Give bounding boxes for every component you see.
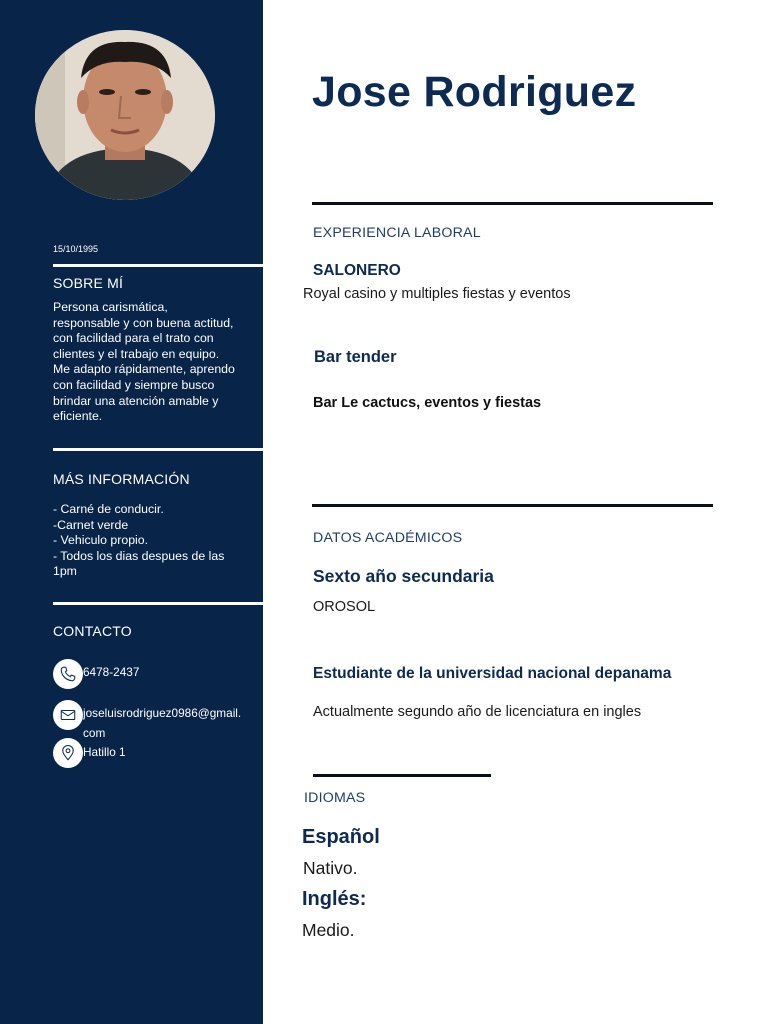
education-detail: Actualmente segundo año de licenciatura en ingles xyxy=(313,704,642,720)
language-level: Medio. xyxy=(302,920,355,940)
profile-photo xyxy=(35,30,215,200)
birth-date: 15/10/1995 xyxy=(53,244,99,254)
job-detail: Bar Le cactucs, eventos y fiestas xyxy=(313,395,542,411)
more-info-list xyxy=(53,502,248,580)
list-item: - Vehiculo propio. xyxy=(53,533,149,548)
divider xyxy=(53,602,263,605)
contact-email[interactable] xyxy=(83,703,241,743)
list-item: -Carnet verde xyxy=(53,517,129,532)
language-name: Español xyxy=(302,826,380,848)
phone-icon xyxy=(53,659,83,689)
divider xyxy=(312,202,713,205)
education-detail: OROSOL xyxy=(313,599,376,615)
page-title: Jose Rodriguez xyxy=(312,68,637,116)
email-line: com xyxy=(83,726,106,740)
email-line: joseluisrodriguez0986@gmail. xyxy=(83,706,242,720)
divider xyxy=(313,774,491,777)
list-item: - Todos los dias despues de las 1pm xyxy=(53,548,225,579)
education-title: Estudiante de la universidad nacional depanama xyxy=(313,665,672,682)
list-item: - Carné de conducir. xyxy=(53,502,164,516)
about-text: Persona carismática, responsable y con buena actitud, con facilidad para el trato con clientes y el trabajo en equipo. Me adapto rápidamente, aprendo con facilidad y siempre busco brindar una atención amable y eficiente. xyxy=(53,300,235,424)
mail-icon xyxy=(53,700,83,730)
job-title: SALONERO xyxy=(313,262,401,279)
more-info-heading: MÁS INFORMACIÓN xyxy=(53,471,190,487)
contact-address: Hatillo 1 xyxy=(83,745,126,759)
languages-heading: IDIOMAS xyxy=(304,790,366,806)
divider xyxy=(312,504,713,507)
divider xyxy=(53,448,263,451)
education-heading: DATOS ACADÉMICOS xyxy=(313,530,463,546)
experience-heading: EXPERIENCIA LABORAL xyxy=(313,225,481,241)
contact-heading: CONTACTO xyxy=(53,623,132,639)
language-name: Inglés: xyxy=(302,888,367,910)
education-title: Sexto año secundaria xyxy=(313,566,494,586)
job-detail: Royal casino y multiples fiestas y eventos xyxy=(303,286,571,302)
divider xyxy=(53,264,263,267)
language-level: Nativo. xyxy=(303,858,358,878)
about-heading: SOBRE MÍ xyxy=(53,275,124,291)
job-title: Bar tender xyxy=(314,348,397,366)
map-pin-icon xyxy=(53,738,83,768)
sidebar xyxy=(0,0,263,1024)
contact-phone[interactable]: 6478-2437 xyxy=(83,665,140,679)
